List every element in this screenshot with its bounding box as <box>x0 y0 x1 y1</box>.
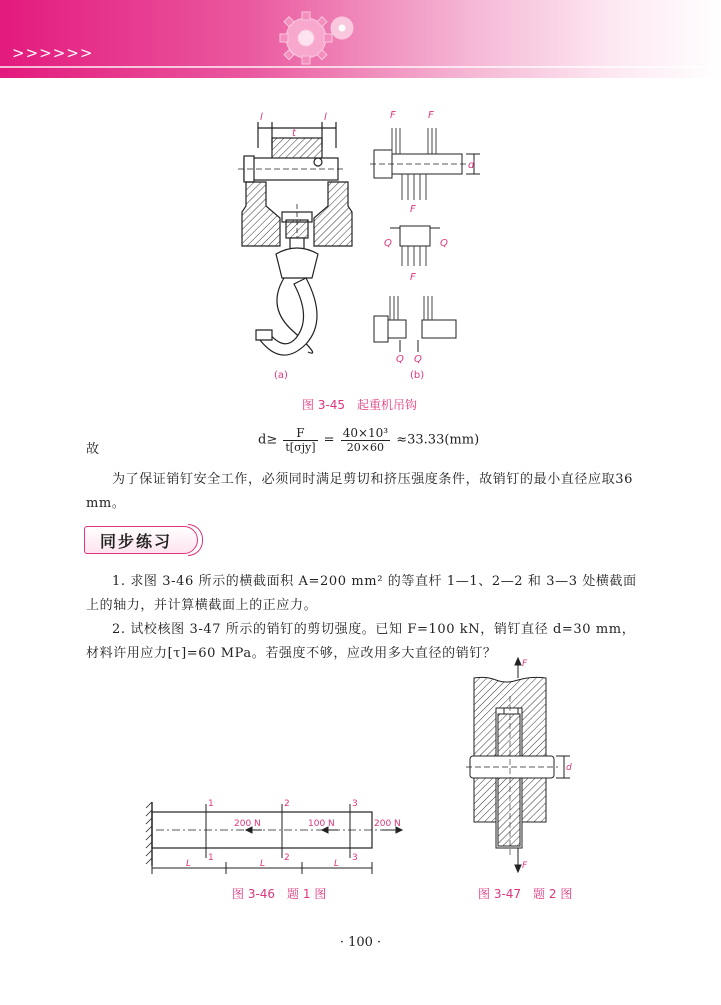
formula-fraction-1 <box>283 426 317 454</box>
formula-frac1-den: t[σjy] <box>285 441 316 454</box>
label-q-bottom-left: Q <box>396 354 404 365</box>
label-q-right: Q <box>440 238 448 249</box>
figure-346-caption: 图 3-46 题 1 图 <box>232 887 327 901</box>
figure-345-label-a: (a) <box>274 370 288 381</box>
page-number: · 100 · <box>339 935 382 950</box>
figure-345-label-b: (b) <box>410 370 425 381</box>
formula-frac2-den: 20×60 <box>346 441 384 454</box>
bar-length-2: L <box>260 859 266 869</box>
header-banner <box>0 0 721 78</box>
label-f-shear: F <box>410 272 416 283</box>
pin-diameter-label: d <box>566 763 572 773</box>
figure-345-caption: 图 3-45 起重机吊钩 <box>302 398 418 412</box>
formula-eq: = <box>323 432 335 448</box>
pin-force-top: F <box>522 659 528 669</box>
bar-section-label-3-bottom: 3 <box>352 853 358 863</box>
label-l-half-left: l <box>260 112 263 123</box>
label-l-half-right: l <box>324 112 327 123</box>
label-q-left: Q <box>384 238 392 249</box>
section-header <box>84 522 202 556</box>
formula-frac2-num: 40×10³ <box>342 426 389 440</box>
bar-section-label-1-top: 1 <box>208 799 214 809</box>
formula-frac1-num: F <box>283 426 317 441</box>
formula-result: ≈33.33(mm) <box>396 432 480 448</box>
formula-lhs: d≥ <box>258 432 278 448</box>
figure-345a-hook-drawing <box>236 108 366 384</box>
bar-force-3: 200 N <box>374 819 401 829</box>
label-f-pin: F <box>410 204 416 215</box>
pin-force-bottom: F <box>522 861 528 871</box>
figure-347-pin-joint <box>466 656 578 878</box>
section-title: 同步练习 <box>100 532 173 551</box>
bar-section-label-3-top: 3 <box>352 799 358 809</box>
bar-section-label-2-top: 2 <box>284 799 290 809</box>
bar-force-2: 100 N <box>308 819 335 829</box>
formula-block <box>258 426 479 462</box>
chevron-decoration: >>>>>> <box>12 44 94 62</box>
label-f-half-1: F <box>390 110 396 121</box>
bar-section-label-2-bottom: 2 <box>284 853 290 863</box>
exercise-1: 1. 求图 3-46 所示的横截面积 A=200 mm² 的等直杆 1—1、2—2 和 3—3 处横截面上的轴力，并计算横截面上的正应力。 <box>86 574 637 613</box>
bar-length-1: L <box>186 859 192 869</box>
gear-icon <box>268 4 368 70</box>
label-q-bottom-right: Q <box>414 354 422 365</box>
figure-347-caption: 图 3-47 题 2 图 <box>478 887 573 901</box>
bar-length-3: L <box>334 859 340 869</box>
formula-prefix: 故 <box>86 442 100 457</box>
label-t: t <box>292 128 296 139</box>
exercise-2: 2. 试校核图 3-47 所示的销钉的剪切强度。已知 F=100 kN，销钉直径 d=30 mm，材料许用应力[τ]=60 MPa。若强度不够，应改用多大直径的销钉？ <box>86 622 636 661</box>
figure-345b-pin-diagrams <box>370 108 485 368</box>
bar-force-1: 200 N <box>234 819 261 829</box>
label-d-pin: d <box>468 160 475 171</box>
figure-346-bar-diagram <box>142 796 404 880</box>
label-f-half-2: F <box>428 110 434 121</box>
paragraph-conclusion: 为了保证销钉安全工作，必须同时满足剪切和挤压强度条件，故销钉的最小直径应取36 mm。 <box>86 472 633 511</box>
section-header-cap <box>188 524 203 556</box>
formula-fraction-2 <box>341 426 390 454</box>
bar-section-label-1-bottom: 1 <box>208 853 214 863</box>
